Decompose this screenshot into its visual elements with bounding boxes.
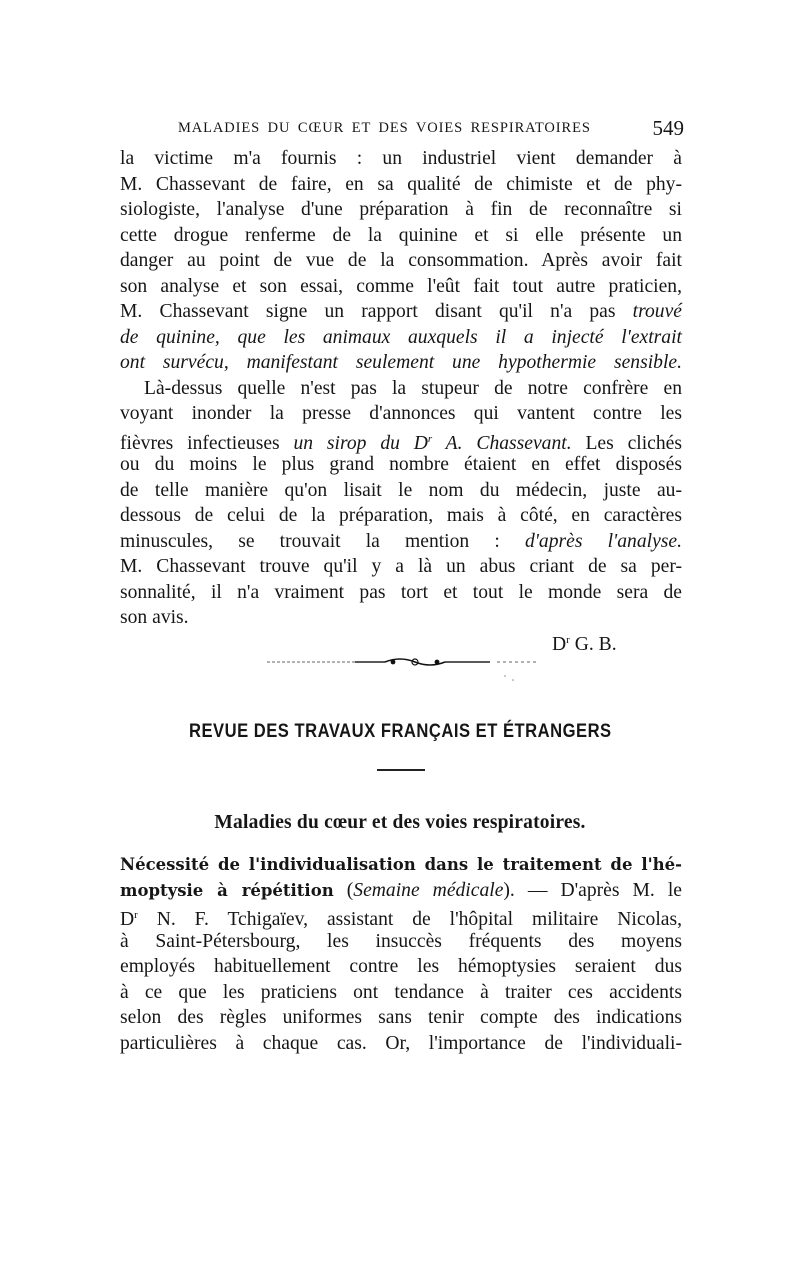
text-line: danger au point de vue de la consommation. Après avoir fait [120,250,682,271]
abstract-lead: moptysie à répétition [120,880,334,900]
text-line: sonnalité, il n'a vraiment pas tort et tout le monde sera de [120,581,682,603]
abstract-lead: Nécessité de l'individualisation dans le traitement de l'hé- [120,855,682,874]
source-title: Semaine médicale [353,879,504,901]
abstract-body [120,852,682,1056]
text-line: M. Chassevant trouve qu'il y a là un abus criant de sa per- [120,556,682,577]
text-segment: Les clichés [571,432,682,454]
ornament-divider [265,650,545,690]
signature-initials: G. B. [569,634,617,655]
signature [552,634,617,656]
superscript: r [134,909,138,921]
text-line [120,529,682,555]
text-segment: fièvres infectieuses [120,432,294,454]
italic-segment: ont survécu, manifestant seulement une hypothermie sensible. [120,352,682,373]
text-line [120,903,682,929]
superscript: r [566,634,570,646]
text-line [120,325,682,351]
italic-segment [293,433,571,454]
italic-segment: de quinine, que les animaux auxquels il a injecté l'extrait [120,326,682,348]
text-line: siologiste, l'analyse d'une préparation à fin de reconnaître si [120,199,682,220]
running-header [178,116,684,142]
text-line: employés habituellement contre les hémoptysies seraient dus [120,956,682,977]
text-segment: A. Chassevant. [432,432,572,454]
text-line [120,299,682,325]
text-line: la victime m'a fournis : un industriel vient demander à [120,148,682,169]
text-segment: D [120,909,135,930]
subsection-title: Maladies du cœur et des voies respiratoires. [214,812,586,833]
section-title: REVUE DES TRAVAUX FRANÇAIS ET ÉTRANGERS [188,720,612,742]
text-line: de telle manière qu'on lisait le nom du médecin, juste au- [120,479,682,501]
text-line: son avis. [120,607,189,628]
article-body [120,146,682,631]
text-line: Là-dessus quelle n'est pas la stupeur de notre confrère en [144,377,682,399]
text-line: particulières à chaque cas. Or, l'importance de l'individuali- [120,1032,682,1054]
text-line [120,350,682,376]
text-segment: un sirop du D [293,432,428,454]
text-line [120,427,682,453]
text-line: dessous de celui de la préparation, mais à côté, en caractères [120,505,682,526]
italic-segment: trouvé [632,301,682,322]
text-line: à Saint-Pétersbourg, les insuccès fréquents des moyens [120,930,682,952]
signature-d: D [552,634,567,655]
running-head: MALADIES DU CŒUR ET DES VOIES RESPIRATOIRES [178,120,591,136]
text-segment: ). [503,879,515,901]
text-line: cette drogue renferme de la quinine et si elle présente un [120,224,682,246]
text-line: voyant inonder la presse d'annonces qui vantent contre les [120,403,682,424]
text-line: ou du moins le plus grand nombre étaient en effet disposés [120,454,682,475]
text-line: son analyse et son essai, comme l'eût fait tout autre praticien, [120,275,682,297]
italic-segment: d'après l'analyse. [524,530,682,552]
text-segment: M. Chassevant signe un rapport disant qu'il n'a pas [120,301,633,322]
text-line: à ce que les praticiens ont tendance à traiter ces accidents [120,981,682,1003]
text-line: selon des règles uniformes sans tenir compte des indications [120,1007,682,1028]
text-segment: minuscules, se trouvait la mention : [120,530,525,552]
divider-rule [377,769,425,771]
text-segment: — D'après M. le [514,879,682,901]
page-number: 549 [652,116,684,140]
superscript: r [427,432,433,445]
text-line [120,878,682,904]
text-segment: N. F. Tchigaïev, assistant de l'hôpital militaire Nicolas, [137,909,682,930]
text-segment: ( [333,879,354,901]
text-line [120,852,682,878]
text-line: M. Chassevant de faire, en sa qualité de chimiste et de phy- [120,173,682,195]
